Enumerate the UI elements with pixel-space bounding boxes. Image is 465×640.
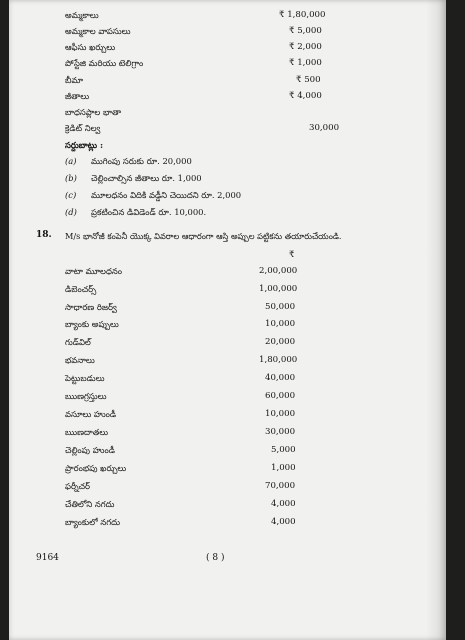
page-number: ( 8 )	[206, 553, 225, 563]
adjustment-mark: (a)	[65, 156, 77, 166]
item-label: బ్యాంకులో నగదు	[65, 517, 120, 527]
item-label: వాటా మూలధనం	[65, 266, 123, 276]
item-label: పోస్టేజి మరియు టెలిగ్రాం	[65, 58, 144, 68]
item-label: ఫర్నీచర్	[65, 481, 90, 491]
item-label: ఆఫీసు ఖర్చులు	[65, 42, 116, 52]
item-value: ₹ 5,000	[289, 26, 322, 36]
item-value: 10,000	[265, 319, 296, 329]
adjustment-mark: (b)	[65, 173, 77, 183]
item-label: డిబెంచర్స్	[65, 284, 97, 294]
item-value: ₹ 1,80,000	[279, 10, 326, 20]
item-value: 50,000	[265, 302, 296, 312]
item-value: ₹ 2,000	[289, 42, 322, 52]
item-label: ఋణగ్రస్తులు	[65, 391, 107, 401]
item-value: 40,000	[265, 373, 296, 383]
item-label: సాధారణ రిజర్వ్	[65, 302, 117, 312]
item-label: భవనాలు	[65, 355, 95, 365]
item-value: ₹ 1,000	[289, 58, 322, 68]
adjustment-text: ప్రకటించిన డివిడెండ్ రూ. 10,000.	[91, 207, 207, 217]
item-value: 1,80,000	[259, 355, 298, 365]
item-value: ₹ 4,000	[289, 91, 322, 101]
item-label: బీమా	[65, 75, 84, 85]
item-label: అమ్మకాల వాపసులు	[65, 26, 131, 36]
item-label: అమ్మకాలు	[65, 10, 99, 20]
item-value: 4,000	[271, 499, 296, 509]
item-label: వసూలు హుండీ	[65, 409, 117, 419]
item-value: 4,000	[271, 517, 296, 527]
item-label: ఋణదాతలు	[65, 427, 109, 437]
adjustment-mark: (d)	[65, 207, 77, 217]
adjustment-text: చెల్లించాల్సిన జీతాలు రూ. 1,000	[91, 173, 202, 183]
item-value: 60,000	[265, 391, 296, 401]
paper-code: 9164	[36, 553, 59, 563]
item-value: 30,000	[309, 123, 340, 133]
item-label: చేతిలోని నగదు	[65, 499, 115, 509]
item-value: 1,000	[271, 463, 296, 473]
adjustments-title: సర్దుబాట్లు :	[65, 140, 104, 150]
item-value: 1,00,000	[259, 284, 298, 294]
question-text: M/s భానోజీ కంపెనీ యొక్క వివరాల ఆధారంగా ఆస్తి అప్పుల పట్టికను తయారుచేయండి.	[65, 231, 342, 241]
item-value: 5,000	[271, 445, 296, 455]
item-label: బ్యాంకు అప్పులు	[65, 319, 119, 329]
item-value: 2,00,000	[259, 266, 298, 276]
question-number: 18.	[36, 230, 52, 240]
exam-page	[9, 0, 446, 640]
adjustment-text: మూలధనం విదికి వడ్డీని చెయిదని రూ. 2,000	[91, 190, 242, 200]
page-edge-shadow	[426, 0, 446, 640]
item-label: గుడ్‌విల్	[65, 337, 91, 347]
adjustment-mark: (c)	[65, 190, 77, 200]
item-label: పెట్టుబడులు	[65, 373, 105, 383]
item-label: బాధసప్లాల భాతా	[65, 107, 122, 117]
item-label: క్రెడిట్ నిల్వ	[65, 123, 101, 133]
item-value: ₹ 500	[296, 75, 321, 85]
item-value: 30,000	[265, 427, 296, 437]
item-label: చెల్లింపు హుండీ	[65, 445, 115, 455]
currency-header: ₹	[289, 250, 295, 260]
item-label: జీతాలు	[65, 91, 90, 101]
item-label: ప్రారంభపు ఖర్చులు	[65, 463, 127, 473]
adjustment-text: ముగింపు సరుకు రూ. 20,000	[91, 156, 192, 166]
item-value: 70,000	[265, 481, 296, 491]
item-value: 10,000	[265, 409, 296, 419]
item-value: 20,000	[265, 337, 296, 347]
